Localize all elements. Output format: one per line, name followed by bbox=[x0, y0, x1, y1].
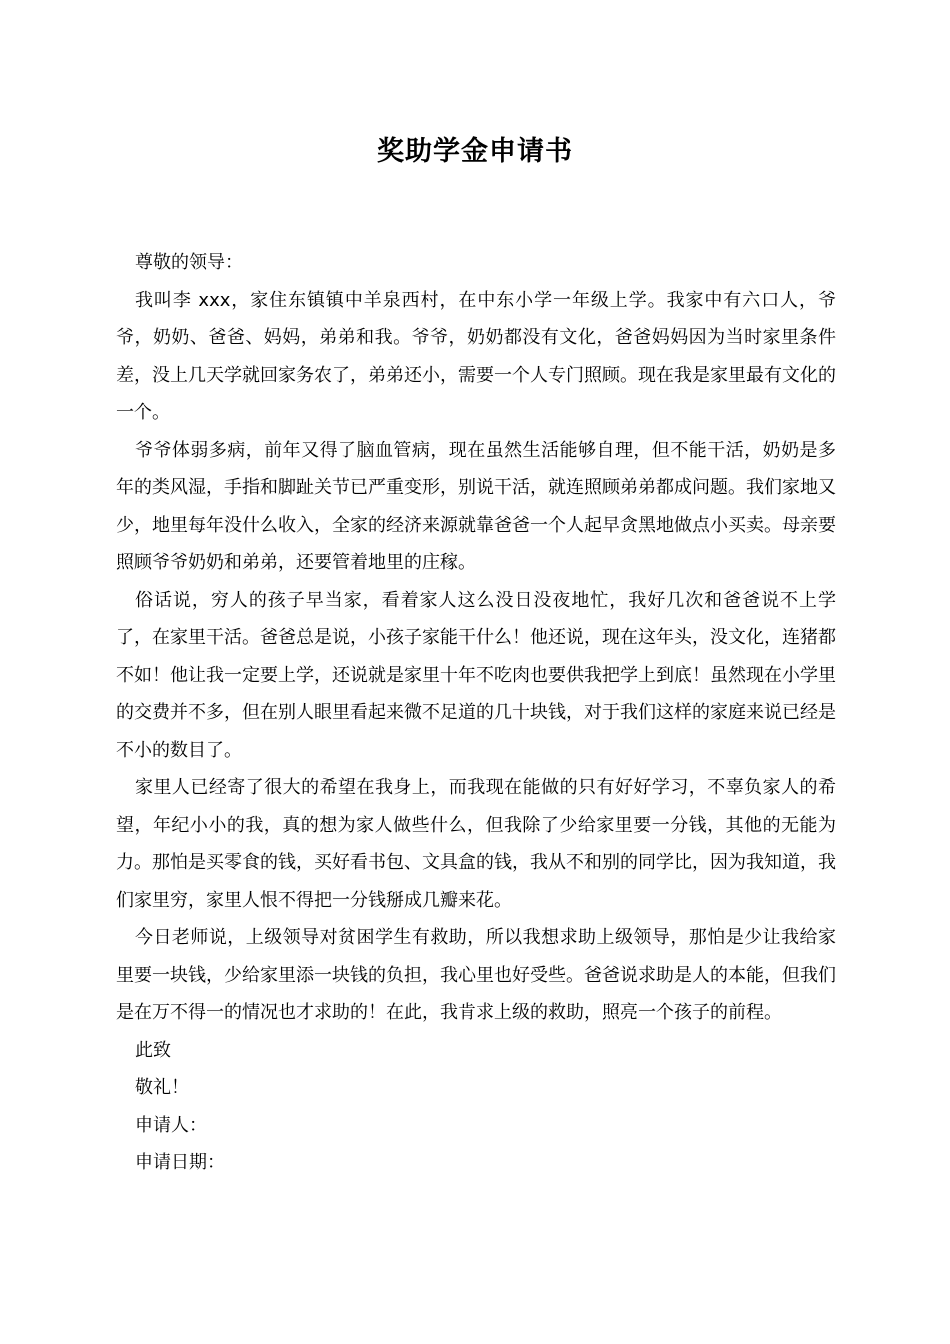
closing-line-1: 此致 bbox=[135, 1039, 171, 1061]
document-body bbox=[116, 244, 836, 1182]
closing-line-2: 敬礼！ bbox=[135, 1077, 189, 1098]
paragraph-family: 我叫李 xxx，家住东镇镇中羊泉西村，在中东小学一年级上学。我家中有六口人，爷爷，奶奶、爸爸、妈妈，弟弟和我。爷爷，奶奶都没有文化，爸爸妈妈因为当时家里条件差，没上几天学就回家务农了，弟弟还小，需要一个人专门照顾。现在我是家里最有文化的一个。 bbox=[116, 289, 836, 423]
document-title: 奖助学金申请书 bbox=[377, 136, 573, 167]
date-label: 申请日期： bbox=[135, 1152, 225, 1173]
paragraph-hope: 家里人已经寄了很大的希望在我身上，而我现在能做的只有好好学习，不辜负家人的希望，年纪小小的我，真的想为家人做些什么，但我除了少给家里要一分钱，其他的无能为力。那怕是买零食的钱，买好看书包、文具盒的钱，我从不和别的同学比，因为我知道，我们家里穷，家里人恨不得把一分钱掰成几瓣来花。 bbox=[116, 777, 836, 911]
paragraph-hardship: 爷爷体弱多病，前年又得了脑血管病，现在虽然生活能够自理，但不能干活，奶奶是多年的类风湿，手指和脚趾关节已严重变形，别说干活，就连照顾弟弟都成问题。我们家地又少，地里每年没什么收入，全家的经济来源就靠爸爸一个人起早贪黑地做点小买卖。母亲要照顾爷爷奶奶和弟弟，还要管着地里的庄稼。 bbox=[116, 439, 836, 573]
paragraph-request: 今日老师说，上级领导对贫困学生有救助，所以我想求助上级领导，那怕是少让我给家里要一块钱，少给家里添一块钱的负担，我心里也好受些。爸爸说求助是人的本能，但我们是在万不得一的情况也才求助的！在此，我肯求上级的救助，照亮一个孩子的前程。 bbox=[116, 927, 836, 1023]
applicant-label: 申请人： bbox=[135, 1114, 207, 1136]
paragraph-school: 俗话说，穷人的孩子早当家，看着家人这么没日没夜地忙，我好几次和爸爸说不上学了，在家里干活。爸爸总是说，小孩子家能干什么！他还说，现在这年头，没文化，连猪都不如！他让我一定要上学，还说就是家里十年不吃肉也要供我把学上到底！虽然现在小学里的交费并不多，但在别人眼里看起来微不足道的几十块钱，对于我们这样的家庭来说已经是不小的数目了。 bbox=[116, 589, 836, 761]
salutation: 尊敬的领导： bbox=[135, 252, 243, 273]
